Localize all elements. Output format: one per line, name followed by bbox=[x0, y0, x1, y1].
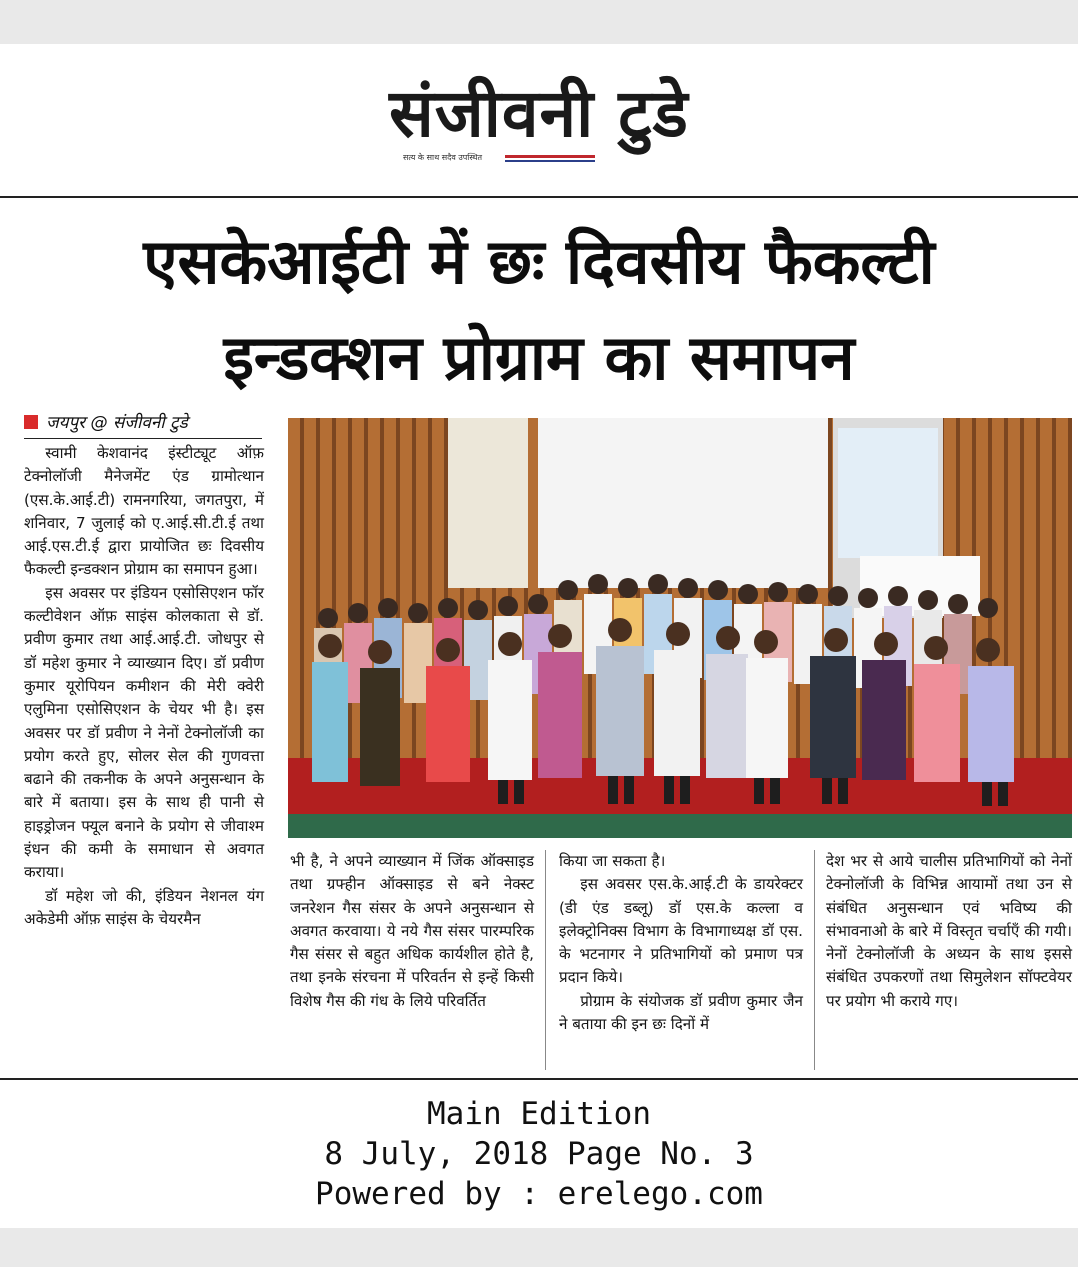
paragraph: स्वामी केशवानंद इंस्टीट्यूट ऑफ़ टेक्नोलॉजी मैनेजमेंट एंड ग्रामोत्थान (एस.के.आई.टी) रामनगरिया, जगतपुरा, में शनिवार, 7 जुलाई को ए.आई.सी.टी.ई तथा आई.एस.टी.ई द्वारा प्रायोजित छः दिवसीय फैकल्टी इन्डक्शन प्रोग्राम का समापन हुआ। bbox=[24, 444, 264, 579]
byline bbox=[24, 410, 262, 436]
paragraph: डॉ महेश जो की, इंडियन नेशनल यंग अकेडेमी ऑफ़ साइंस के चेयरमैन bbox=[24, 886, 264, 928]
paragraph: किया जा सकता है। bbox=[559, 852, 666, 870]
paragraph: प्रोग्राम के संयोजक डॉ प्रवीण कुमार जैन ने बताया की इन छः दिनों में bbox=[559, 991, 803, 1034]
group-photo-illustration bbox=[288, 418, 1072, 838]
paragraph: देश भर से आये चालीस प्रतिभागियों को नेनों टेक्नोलॉजी के विभिन्न आयामों तथा उन से संबंधित अनुसन्धान एवं भविष्य की संभावनाओ के बारे में विस्तृत चर्चाएँ की गयी। नेनों टेक्नोलॉजी के अध्यन के साथ इससे संबंधित उपकरणों तथा सिमुलेशन सॉफ्टवेयर पर प्रयोग भी कराये गए। bbox=[826, 852, 1072, 1010]
article-column-2 bbox=[290, 850, 534, 1072]
paragraph: भी है, ने अपने व्याख्यान में जिंक ऑक्साइड तथा ग्रफ्हीन ऑक्साइड से बने नेक्स्ट जनरेशन गैस संसर के अपने अनुसन्धान से अवगत करवाया। ये नये गैस संसर पारम्परिक गैस संसर से बहुत अधिक कार्यशील होते है, तथा इनके संरचना में परिवर्तन से इन्हें किसी विशेष गैस की गंध के लिये परिवर्तित bbox=[290, 852, 534, 1010]
edition-date-page: 8 July, 2018 Page No. 3 bbox=[324, 1136, 754, 1172]
tagline-rule-red bbox=[505, 155, 595, 158]
masthead-divider bbox=[0, 196, 1078, 198]
column-divider bbox=[814, 850, 815, 1070]
bottom-band bbox=[0, 1228, 1078, 1267]
edition-name: Main Edition bbox=[427, 1096, 651, 1132]
byline-text: जयपुर @ संजीवनी टुडे bbox=[46, 413, 188, 433]
headline bbox=[0, 214, 1078, 406]
article-column-4 bbox=[826, 850, 1072, 1072]
article-bottom-divider bbox=[0, 1078, 1078, 1080]
newspaper-logo: संजीवनी टुडे bbox=[389, 74, 689, 152]
column-divider bbox=[545, 850, 546, 1070]
headline-line-2: इन्डक्शन प्रोग्राम का समापन bbox=[223, 321, 855, 394]
masthead-tagline: सत्य के साथ सदैव उपस्थित bbox=[403, 153, 483, 162]
top-band bbox=[0, 0, 1078, 44]
article-column-1 bbox=[24, 442, 264, 1074]
headline-line-1: एसकेआईटी में छः दिवसीय फैकल्टी bbox=[143, 225, 935, 298]
edition-footer bbox=[0, 1094, 1078, 1214]
byline-square-icon bbox=[24, 415, 38, 429]
powered-by: Powered by : erelego.com bbox=[315, 1176, 763, 1212]
byline-divider bbox=[24, 438, 262, 439]
paragraph: इस अवसर पर इंडियन एसोसिएशन फॉर कल्टीवेशन ऑफ़ साइंस कोलकाता से डॉ. प्रवीण कुमार तथा आई.आई.टी. जोधपुर से डॉ महेश कुमार ने व्याख्यान दिए। डॉ प्रवीण कुमार यूरोपियन कमीशन की मेरी क्वेरी एलुमिना एसोसिएशन के चेयर भी है। इस अवसर पर डॉ प्रवीण ने नेनों टेक्नोलॉजी का प्रयोग करते हुए, सोलर सेल की गुणवत्ता बढाने की तकनीक के अपने अनुसन्धान के बारे में बताया। इस के साथ ही पानी से हाइड्रोजन फ्यूल बनाने के प्रयोग से जीवाश्म इंधन की कमी के समाधान से अवगत कराया। bbox=[24, 583, 264, 882]
masthead bbox=[0, 44, 1078, 194]
group-photo bbox=[288, 418, 1072, 838]
paragraph: इस अवसर एस.के.आई.टी के डायरेक्टर (डी एंड डब्लू) डॉ एस.के कल्ला व इलेक्ट्रोनिक्स विभाग के विभागाध्यक्ष डॉ एस. के भटनागर ने प्रतिभागियों को प्रमाण पत्र प्रदान किये। bbox=[559, 875, 803, 987]
article-column-3 bbox=[559, 850, 803, 1072]
tagline-rule-blue bbox=[505, 160, 595, 162]
